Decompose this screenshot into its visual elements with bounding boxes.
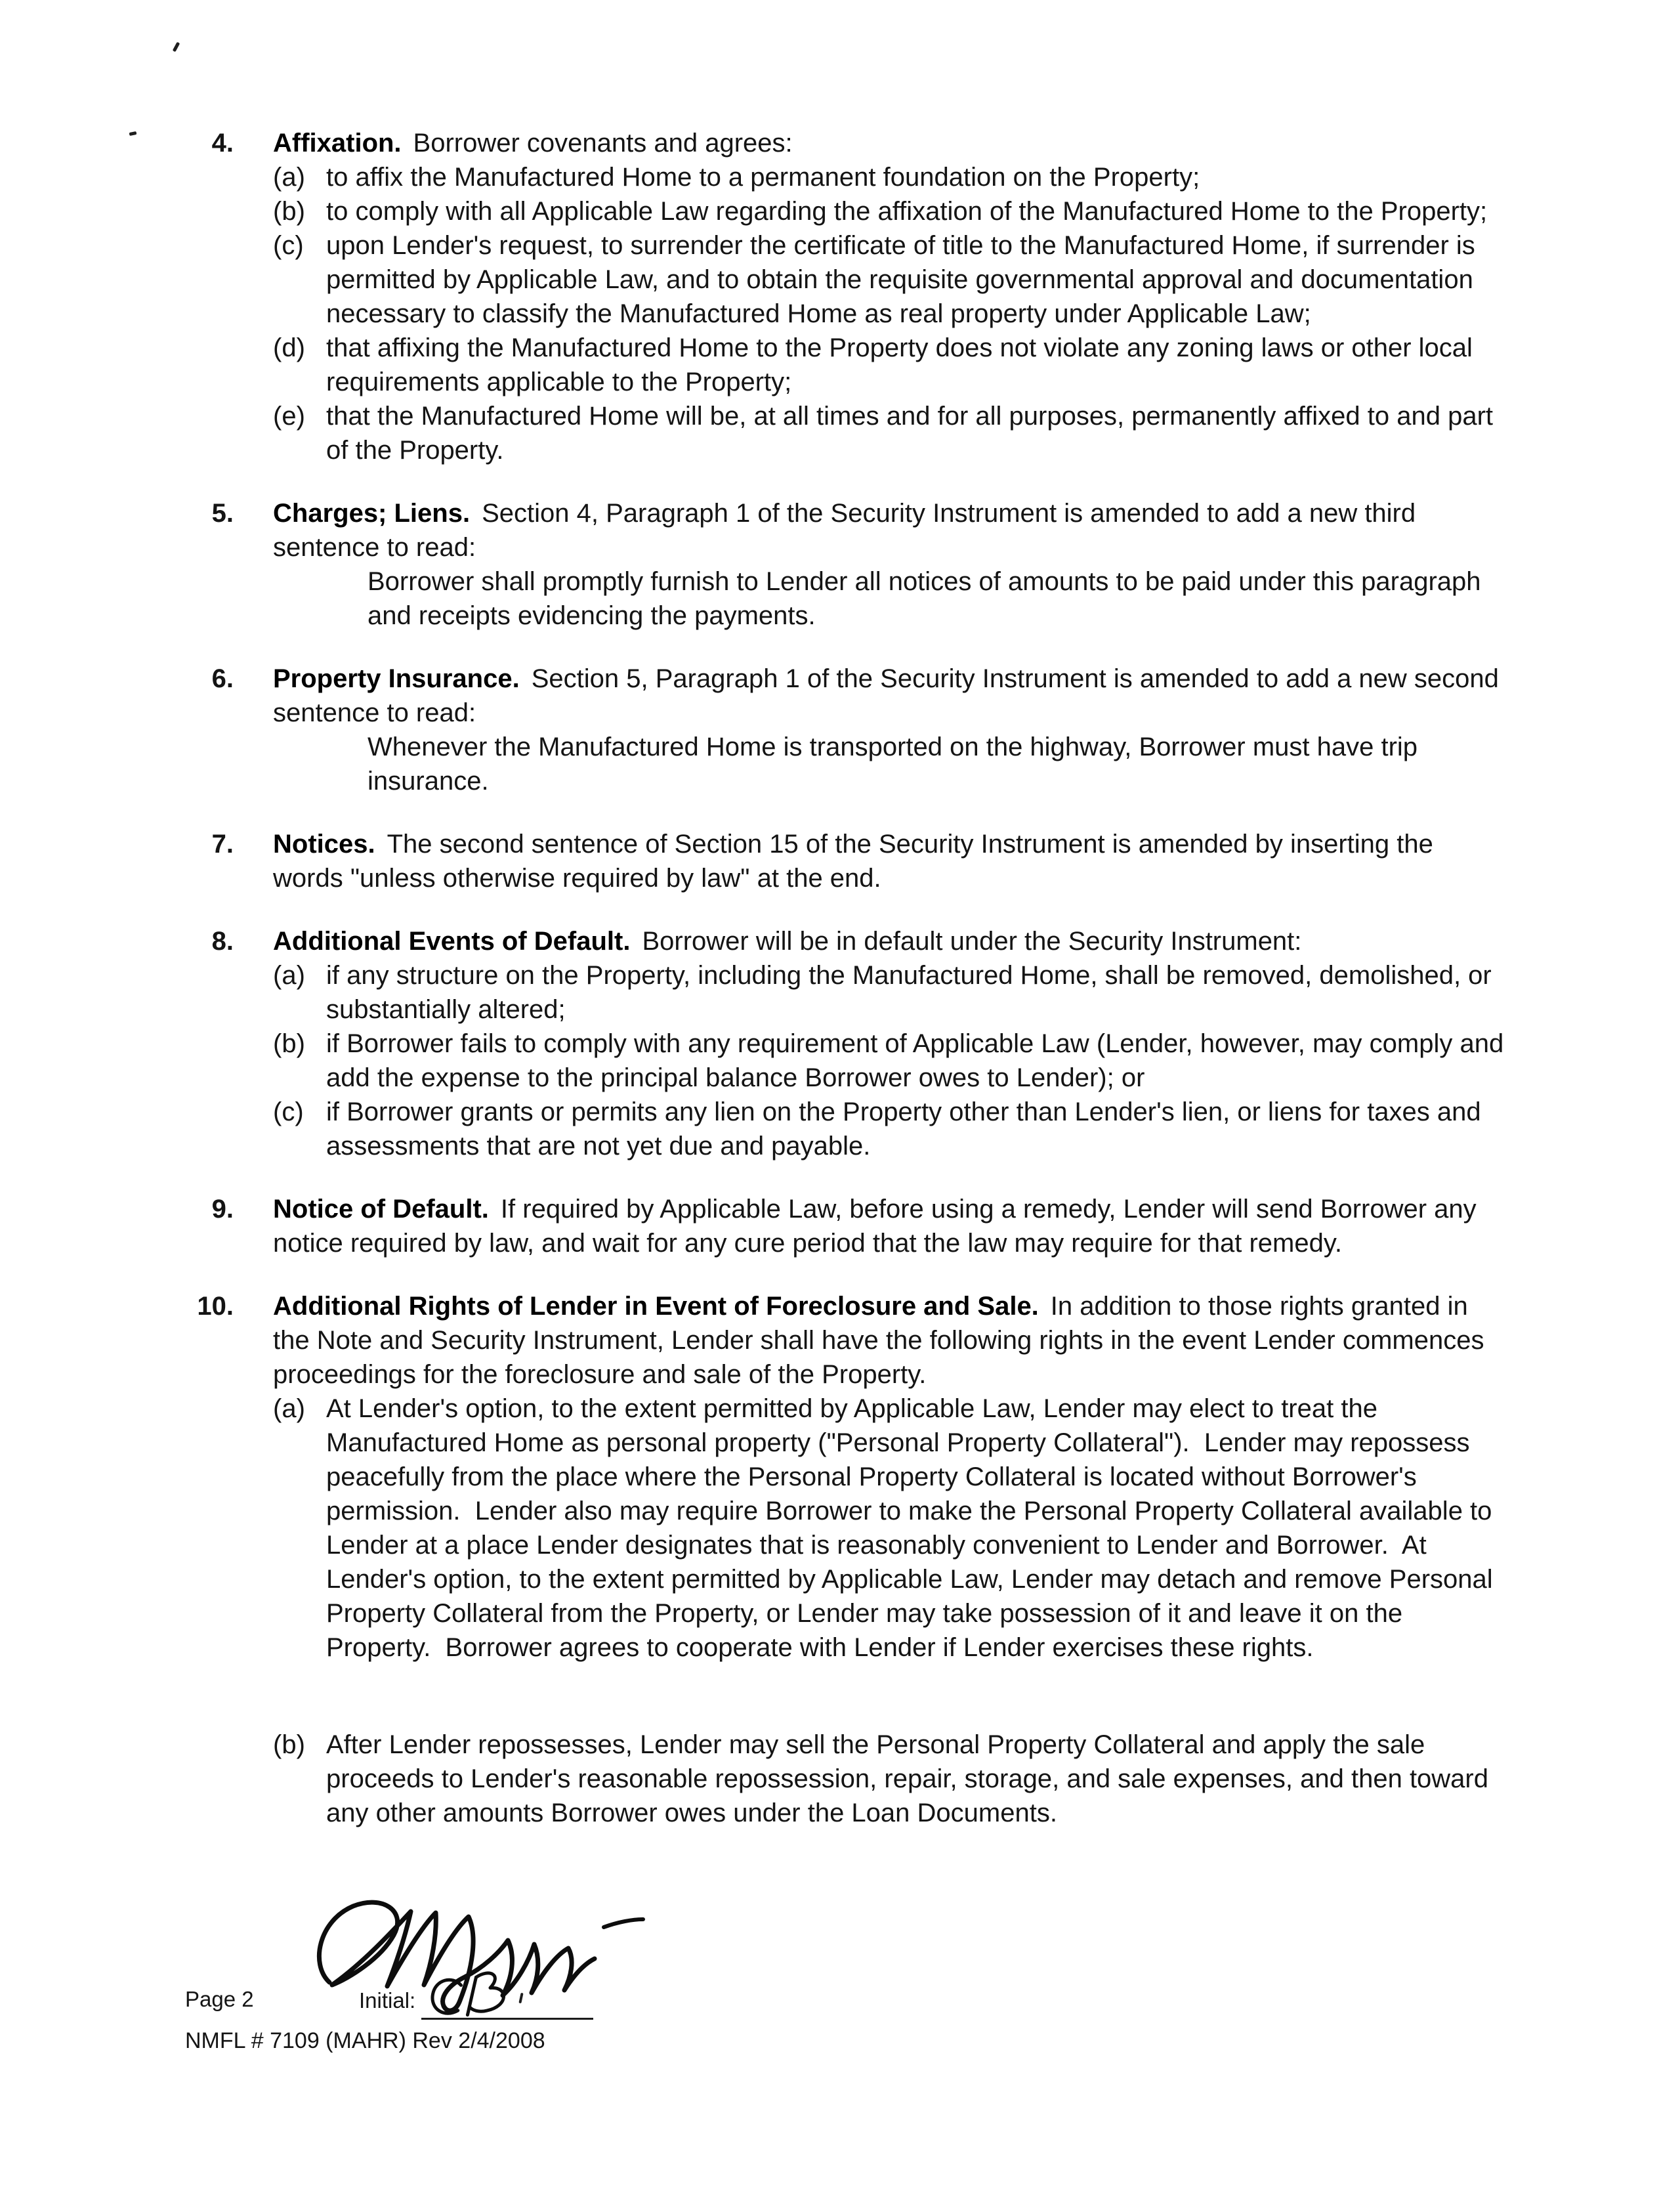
page-number-label: Page 2 xyxy=(185,1987,254,2011)
item-text: to affix the Manufactured Home to a permanent foundation on the Property; xyxy=(326,163,1200,192)
section-number: 5. xyxy=(211,499,234,528)
section-heading: Additional Rights of Lender in Event of Foreclosure and Sale. xyxy=(273,1292,1039,1321)
section-body xyxy=(273,662,1507,798)
quoted-clause: Borrower shall promptly furnish to Lender all notices of amounts to be paid under this paragraph and receipts evidencing the payments. xyxy=(368,567,1488,630)
item-label: (d) xyxy=(273,333,305,362)
section-number: 4. xyxy=(211,129,234,158)
section-heading: Notice of Default. xyxy=(273,1195,489,1224)
section-heading: Notices. xyxy=(273,830,375,859)
section-additional-rights-of-lender xyxy=(184,1289,1504,1830)
section-body xyxy=(273,1289,1504,1830)
section-charges-liens xyxy=(184,496,1504,633)
section-intro: Borrower will be in default under the Security Instrument: xyxy=(642,927,1302,956)
section-intro: If required by Applicable Law, before using a remedy, Lender will send Borrower any notice required by law, and wait for any cure period that the law may require for that remedy. xyxy=(273,1195,1484,1258)
section-number: 7. xyxy=(211,830,234,859)
section-intro: Section 4, Paragraph 1 of the Security Instrument is amended to add a new third sentence to read: xyxy=(273,499,1423,562)
list-item xyxy=(273,1728,1504,1830)
section-number: 6. xyxy=(211,664,234,693)
initial-label: Initial: xyxy=(359,1988,416,2013)
item-text: At Lender's option, to the extent permitted by Applicable Law, Lender may elect to treat the Manufactured Home as personal property ("Personal Property Collateral"). Lender may repossess peacefully from the place where the Personal Property Collateral is located without Borrower's permission. Lender also may require Borrower to make the Personal Property Collateral available to Lender at a place Lender designates that is reasonably convenient to Lender and Borrower. At Lender's option, to the extent permitted by Applicable Law, Lender may detach and remove Personal Property Collateral from the Property, or Lender may take possession of it and leave it on the Property. Borrower agrees to cooperate with Lender if Lender exercises these rights. xyxy=(326,1394,1500,1662)
section-body xyxy=(273,126,1504,467)
list-item xyxy=(273,1392,1504,1665)
section-lead xyxy=(273,1289,1504,1392)
section-intro: Section 5, Paragraph 1 of the Security Instrument is amended to add a new second sentence to read: xyxy=(273,664,1507,727)
section-heading: Charges; Liens. xyxy=(273,499,471,528)
section-heading: Affixation. xyxy=(273,129,402,158)
section-lead xyxy=(273,1192,1504,1260)
list-item xyxy=(273,958,1504,1027)
section-lead xyxy=(273,496,1504,565)
item-label: (a) xyxy=(273,961,305,990)
section-intro: The second sentence of Section 15 of the Security Instrument is amended by inserting the words "unless otherwise required by law" at the end. xyxy=(273,830,1440,893)
item-label: (a) xyxy=(273,1394,305,1423)
section-number: 10. xyxy=(197,1292,234,1321)
list-item xyxy=(273,160,1504,194)
section-number: 9. xyxy=(211,1195,234,1224)
list-item xyxy=(273,228,1504,331)
form-number: NMFL # 7109 (MAHR) Rev 2/4/2008 xyxy=(185,2028,545,2053)
section-intro: In addition to those rights granted in the Note and Security Instrument, Lender shall have the following rights in the event Lender commences proceedings for the foreclosure and sale of the Property. xyxy=(273,1292,1492,1389)
section-body xyxy=(273,1192,1504,1260)
section-lead xyxy=(273,126,1504,160)
section-heading: Additional Events of Default. xyxy=(273,927,631,956)
item-label: (b) xyxy=(273,1029,305,1058)
section-additional-events-of-default xyxy=(184,924,1511,1163)
item-label: (c) xyxy=(273,231,304,260)
item-label: (e) xyxy=(273,402,305,431)
item-text: if Borrower grants or permits any lien on the Property other than Lender's lien, or liens for taxes and assessments that are not yet due and payable. xyxy=(326,1098,1488,1161)
item-text: to comply with all Applicable Law regarding the affixation of the Manufactured Home to the Property; xyxy=(326,197,1488,226)
item-text: that affixing the Manufactured Home to the Property does not violate any zoning laws or other local requirements applicable to the Property; xyxy=(326,333,1480,396)
item-label: (b) xyxy=(273,197,305,226)
section-lead xyxy=(273,662,1507,730)
item-text: if any structure on the Property, including the Manufactured Home, shall be removed, demolished, or substantially altered; xyxy=(326,961,1499,1024)
section-number: 8. xyxy=(211,927,234,956)
section-property-insurance xyxy=(184,662,1507,798)
list-item xyxy=(273,1095,1504,1163)
item-text: if Borrower fails to comply with any requirement of Applicable Law (Lender, however, may comply and add the expense to the principal balance Borrower owes to Lender); or xyxy=(326,1029,1511,1092)
section-notice-of-default xyxy=(184,1192,1504,1260)
section-lead xyxy=(273,924,1504,958)
section-notices xyxy=(184,827,1504,895)
item-text: After Lender repossesses, Lender may sell the Personal Property Collateral and apply the sale proceeds to Lender's reasonable repossession, repair, storage, and sale expenses, and then toward any other amounts Borrower owes under the Loan Documents. xyxy=(326,1730,1496,1827)
item-text: that the Manufactured Home will be, at all times and for all purposes, permanently affixed to and part of the Property. xyxy=(326,402,1501,465)
section-affixation xyxy=(184,126,1504,467)
initial-underline xyxy=(421,2018,593,2020)
section-body xyxy=(273,924,1511,1163)
list-item xyxy=(273,399,1504,467)
section-body xyxy=(273,496,1504,633)
list-item xyxy=(273,1027,1511,1095)
item-label: (a) xyxy=(273,163,305,192)
list-item xyxy=(273,194,1504,228)
list-item xyxy=(273,331,1504,399)
item-label: (b) xyxy=(273,1730,305,1759)
item-text: upon Lender's request, to surrender the certificate of title to the Manufactured Home, if surrender is permitted by Applicable Law, and to obtain the requisite governmental approval and documentation necessary to classify the Manufactured Home as real property under Applicable Law; xyxy=(326,231,1482,328)
section-heading: Property Insurance. xyxy=(273,664,520,693)
quoted-clause: Whenever the Manufactured Home is transported on the highway, Borrower must have trip insurance. xyxy=(368,733,1425,796)
item-label: (c) xyxy=(273,1098,304,1126)
section-intro: Borrower covenants and agrees: xyxy=(413,129,793,158)
section-lead xyxy=(273,827,1504,895)
section-body xyxy=(273,827,1504,895)
